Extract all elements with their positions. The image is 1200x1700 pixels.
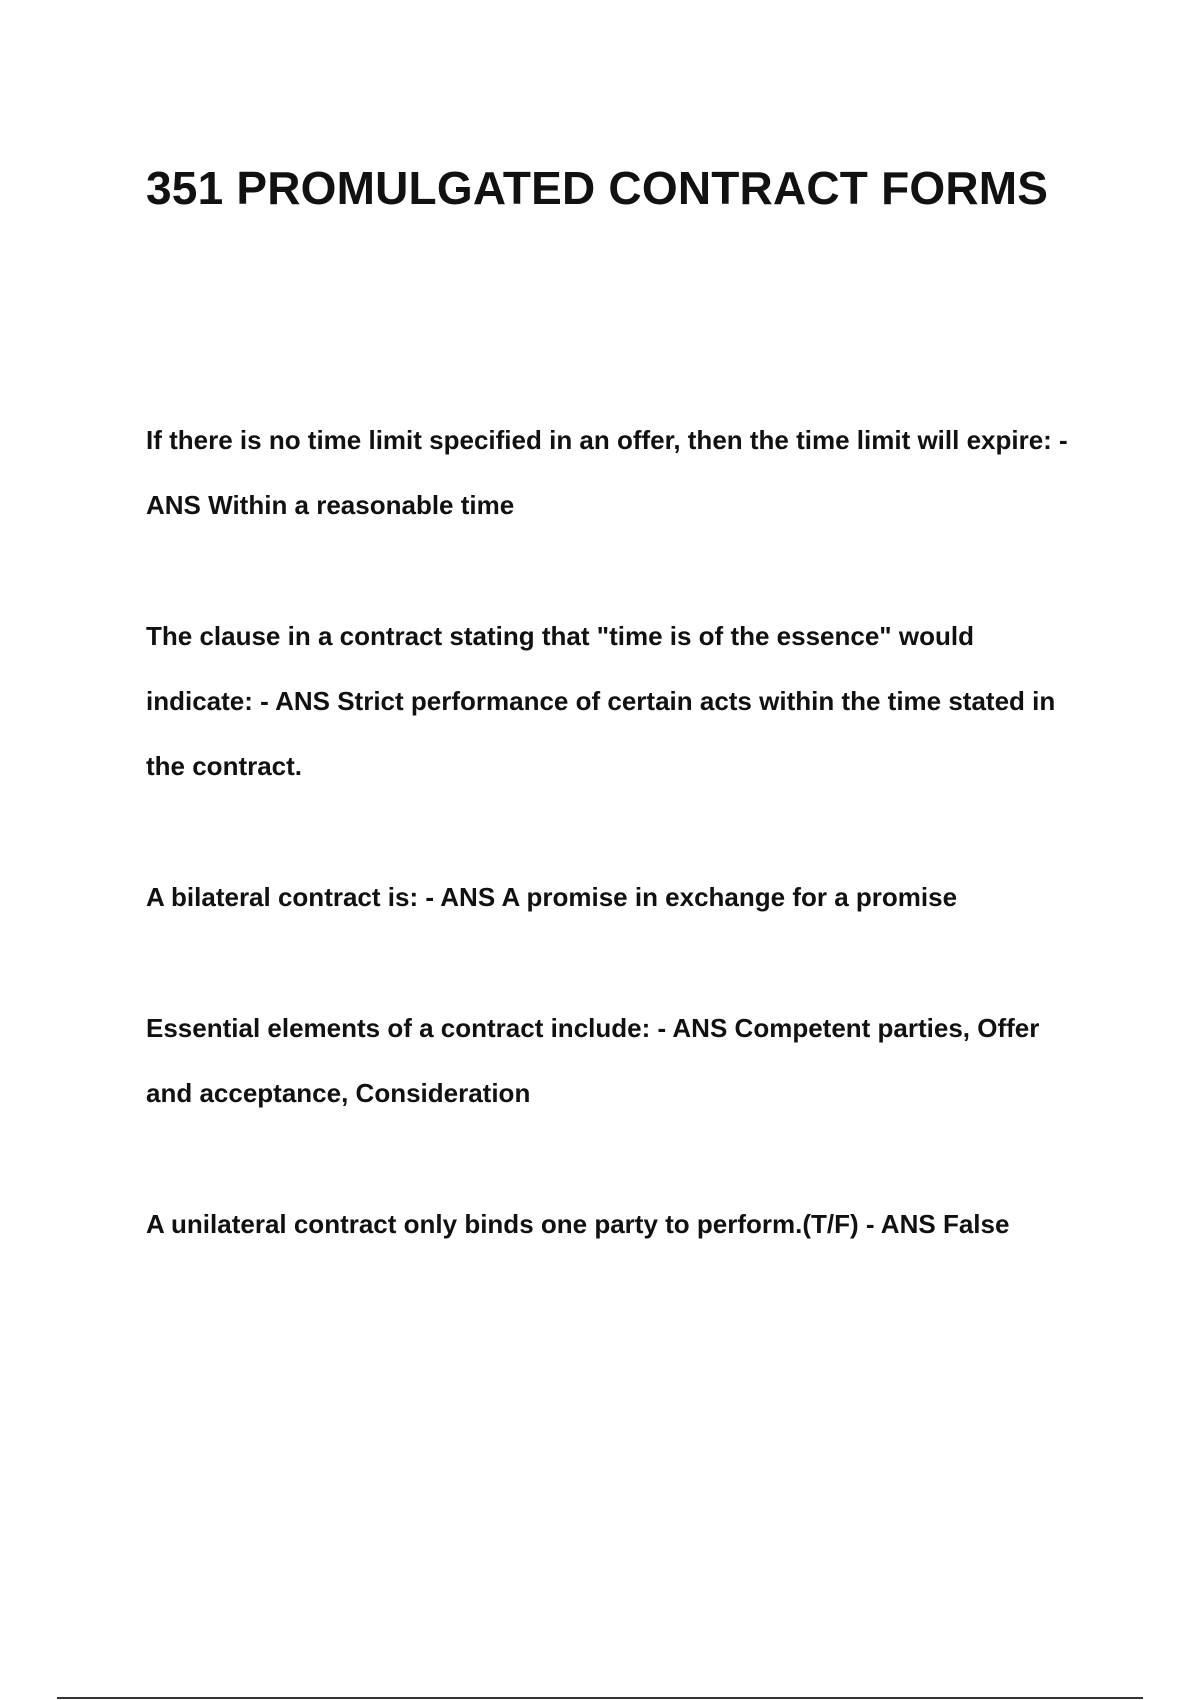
answer-marker: ANS	[672, 1013, 728, 1043]
answer-text: Competent parties, Offer and acceptance, Consideration	[146, 1013, 1040, 1108]
qa-item	[146, 996, 1076, 1126]
qa-item	[146, 865, 1076, 930]
qa-item	[146, 408, 1076, 538]
question-text: Essential elements of a contract include: -	[146, 1013, 673, 1043]
answer-marker: ANS	[880, 1209, 936, 1239]
answer-marker: ANS	[275, 686, 330, 716]
page-title: 351 PROMULGATED CONTRACT FORMS	[146, 162, 1049, 214]
question-text: The clause in a contract stating that "time is of the essence" would indicate: -	[146, 621, 974, 716]
answer-marker: ANS	[146, 490, 201, 520]
question-text: A unilateral contract only binds one party to perform.(T/F) -	[146, 1209, 881, 1239]
question-text: A bilateral contract is: -	[146, 882, 441, 912]
page-divider	[57, 1697, 1143, 1699]
answer-marker: ANS	[440, 882, 496, 912]
answer-text: A promise in exchange for a promise	[501, 882, 958, 912]
qa-item	[146, 604, 1076, 799]
answer-text: Strict performance of certain acts within the time stated in the contract.	[146, 686, 1056, 781]
answer-text: False	[942, 1209, 1010, 1239]
question-text: If there is no time limit specified in an offer, then the time limit will expire: -	[146, 425, 1068, 455]
qa-item	[146, 1192, 1076, 1257]
qa-list	[146, 408, 1076, 1257]
answer-text: Within a reasonable time	[208, 490, 515, 520]
